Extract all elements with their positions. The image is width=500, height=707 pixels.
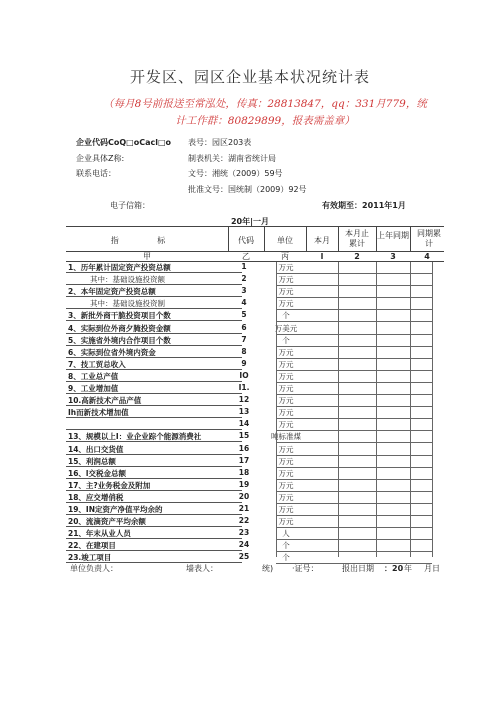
index-col-b: 乙	[242, 252, 250, 261]
row-underline	[66, 502, 242, 503]
value-column-divider	[432, 262, 433, 557]
row-label: 19、IN定资产净值平均余的	[68, 505, 163, 514]
row-underline	[66, 490, 242, 491]
row-unit: 个	[282, 311, 290, 321]
row-label: 20、流滴资产平均余额	[68, 517, 146, 527]
row-label: 其中：基础设施投资制	[90, 299, 165, 309]
row-underline	[66, 272, 242, 273]
row-unit: 万元	[278, 263, 294, 272]
row-label: 21、年末从业人员	[68, 529, 131, 539]
row-code: IO	[239, 370, 249, 380]
row-unit: 个	[282, 335, 290, 345]
row-label: 14、出口交货值	[68, 444, 124, 454]
row-underline	[66, 417, 242, 418]
row-unit: 万元	[278, 517, 294, 527]
index-col-4: 4	[424, 252, 430, 261]
row-code: 4	[241, 298, 247, 308]
index-col-3: 3	[390, 252, 396, 261]
row-code: 7	[241, 334, 247, 344]
col-header-cumulative: 本月止累计	[345, 229, 369, 248]
row-underline	[66, 296, 242, 297]
row-label: 1、历年累计固定资产投资总额	[68, 263, 171, 272]
form-number: 表号：园区203表	[188, 138, 252, 147]
row-code: 24	[238, 540, 250, 550]
row-underline	[66, 526, 242, 527]
row-label: 23.竣工项目	[68, 553, 112, 563]
row-code: 25	[238, 552, 250, 562]
row-code: 9	[241, 358, 247, 368]
row-code: 3	[241, 286, 247, 296]
row-underline	[66, 429, 242, 430]
approval-number: 批准文号：国统制（2009）92号	[188, 185, 307, 194]
row-code: 16	[238, 443, 250, 453]
row-code: 23	[238, 528, 250, 538]
row-underline	[66, 284, 242, 285]
row-unit: 万元	[278, 287, 294, 297]
row-label: 4、实际到位外商夕腌投资金额	[68, 323, 171, 333]
row-label: 17、主?业务税金及附加	[68, 480, 151, 490]
row-unit: 万元	[278, 275, 294, 285]
row-label: 13、规模以上I：业企业踪个能源消费社	[68, 432, 202, 442]
row-unit: 万元	[278, 299, 294, 309]
row-underline	[66, 478, 242, 479]
report-year-prefix: ：20	[384, 564, 404, 573]
col-header-this-month: 本月	[314, 236, 330, 245]
row-label: 其中：基础设施投资额	[90, 275, 165, 285]
row-code: 15	[238, 431, 250, 441]
col-header-indicator: 指 标	[110, 236, 184, 245]
col-header-last-year-cum: 同期累计	[417, 229, 441, 248]
row-label: Ih而新技术增加值	[68, 408, 129, 418]
row-code: 12	[238, 395, 250, 405]
value-column-divider	[276, 262, 277, 557]
row-label: 15、利润总额	[68, 456, 116, 466]
value-column-divider	[338, 262, 339, 557]
report-month-day-label: 月日	[424, 564, 440, 573]
index-col-a: 甲	[143, 252, 151, 261]
row-underline	[66, 381, 242, 382]
row-unit: 万元	[278, 371, 294, 381]
report-date-label: 报出日期	[342, 564, 374, 573]
row-unit: 万元	[278, 492, 294, 502]
row-unit: 万元	[278, 456, 294, 466]
row-unit: 个	[282, 553, 290, 563]
valid-until: 有效期至：2011年1月	[322, 201, 406, 210]
row-unit: 人	[282, 529, 290, 539]
document-number: 文号：湘统（2009）59号	[188, 169, 283, 178]
row-label: 10.高新技术产品产值	[68, 396, 142, 406]
row-label: 9、工业增加值	[68, 384, 119, 393]
index-col-2: 2	[354, 252, 360, 261]
org-code-label: 企业代码CoQ□oCacl□o	[76, 138, 172, 147]
row-code: 5	[241, 310, 247, 320]
row-underline	[66, 369, 242, 370]
row-code: 2	[241, 274, 247, 284]
row-underline	[66, 550, 242, 551]
row-unit: 万元	[278, 396, 294, 406]
row-code: 14	[238, 419, 250, 429]
row-code: 22	[238, 516, 250, 526]
row-code: 8	[241, 346, 247, 356]
row-label: 2、本年固定资产投资总额	[68, 287, 156, 297]
report-period: 20年|一月	[230, 217, 270, 226]
row-code: 18	[238, 467, 250, 477]
row-underline	[66, 454, 242, 455]
index-col-c: 丙	[281, 252, 289, 261]
row-code: 13	[238, 407, 250, 417]
row-unit: 万元	[278, 384, 294, 393]
col-header-code: 代码	[238, 236, 254, 245]
row-unit: 吨标准煤	[271, 432, 301, 442]
email-label: 电子信箱：	[110, 201, 150, 210]
row-unit: 万元	[278, 420, 294, 430]
row-unit: 万元	[278, 408, 294, 418]
row-underline	[66, 308, 242, 309]
row-underline	[66, 357, 242, 358]
row-underline	[66, 538, 242, 539]
row-unit: 万元	[278, 480, 294, 490]
header-divider	[410, 226, 411, 251]
row-unit: 万元	[278, 505, 294, 514]
filler-label: 墙表人：	[186, 564, 218, 573]
row-label: 18、应交增俏税	[68, 492, 124, 502]
statistician-label: 统)	[262, 564, 274, 573]
row-label: 6、实际到位省外境内资金	[68, 347, 156, 357]
row-label: 3、新批外商干脆投资项目个数	[68, 311, 171, 321]
row-unit: 个	[282, 541, 290, 551]
row-label: 22、在建项目	[68, 541, 116, 551]
row-code: I1.	[238, 383, 250, 392]
row-unit: 万元	[278, 359, 294, 369]
report-year-label: 年	[404, 564, 412, 573]
value-column-divider	[376, 262, 377, 557]
row-unit: 万元	[278, 444, 294, 454]
row-underline	[66, 345, 242, 346]
value-column-divider	[410, 262, 411, 557]
row-unit: 万美元	[274, 323, 298, 333]
index-col-1: l	[320, 252, 324, 261]
row-code: 20	[238, 491, 250, 501]
submission-notice: （每月8号前报送至常泓处，传真：28813847，qq：331月779，统计工作群：80829899，报表需盖章）	[103, 98, 427, 127]
row-underline	[66, 320, 242, 321]
row-label: 8、工业总产值	[68, 371, 119, 381]
phone-label: 联系电话：	[76, 169, 116, 178]
row-underline	[66, 441, 242, 442]
row-label: 5、实施省外境内合作项目个数	[68, 335, 171, 345]
col-header-unit: 单位	[277, 236, 293, 245]
row-underline	[66, 405, 242, 406]
row-underline	[66, 333, 242, 334]
header-divider	[338, 226, 339, 251]
col-header-last-year: 上年同期	[377, 231, 409, 240]
row-underline	[66, 393, 242, 394]
header-top-line	[66, 226, 444, 227]
row-code: 17	[238, 455, 250, 465]
row-underline	[66, 514, 242, 515]
certificate-label: ·证号：	[292, 564, 319, 573]
row-label: 7、技工贸总收入	[68, 359, 126, 369]
unit-head-label: 单位负责人：	[70, 564, 118, 573]
issuing-authority: 制表机关：湖南省统计局	[188, 154, 276, 163]
report-title: 开发区、园区企业基本状况统计表	[129, 68, 370, 86]
row-unit: 万元	[278, 347, 294, 357]
row-code: 21	[238, 504, 250, 513]
row-label: 16、l交税金总额	[68, 468, 127, 478]
row-code: 6	[241, 322, 247, 332]
row-unit: 万元	[278, 468, 294, 478]
row-code: 19	[238, 479, 250, 489]
company-name-label: 企业具体Z称:	[76, 154, 125, 163]
row-code: 1	[241, 262, 247, 271]
row-underline	[66, 466, 242, 467]
